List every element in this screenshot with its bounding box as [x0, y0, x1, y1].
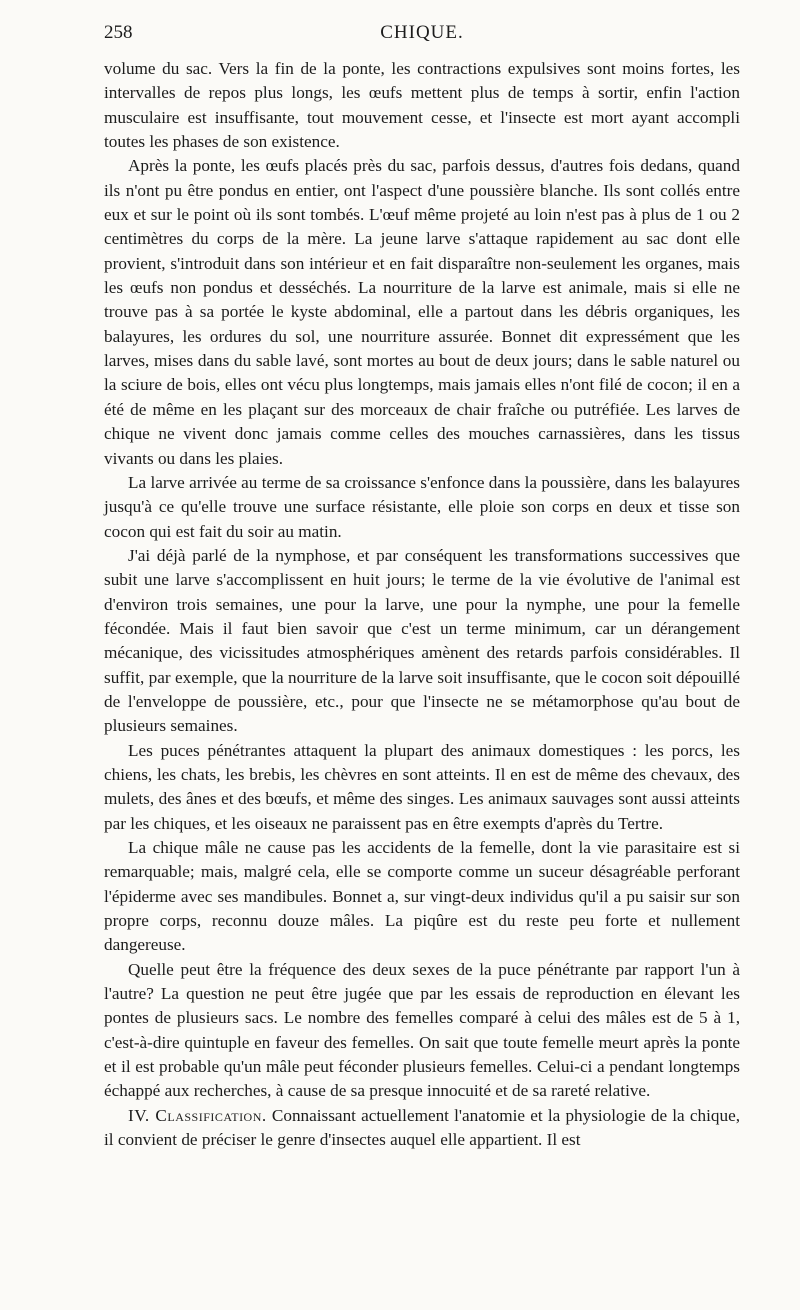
page-body — [104, 57, 740, 1152]
paragraph-5: Les puces pénétrantes attaquent la plupart des animaux domestiques : les porcs, les chiens, les chats, les brebis, les chèvres en sont atteints. Il en est de même des chevaux, des mulets, des ânes et des bœufs, et même des singes. Les animaux sauvages sont aussi atteints par les chiques, et les oiseaux ne paraissent pas en être exempts d'après du Tertre. — [104, 740, 740, 833]
running-title: CHIQUE. — [380, 22, 464, 43]
paragraph-4: J'ai déjà parlé de la nymphose, et par conséquent les transformations successives que subit une larve s'accomplissent en huit jours; le terme de la vie évolutive de l'animal est d'environ trois semaines, une pour la larve, une pour la nymphe, une pour la femelle fécondée. Mais il faut bien savoir que c'est un terme minimum, car un dérangement mécanique, des vicissitudes atmosphériques amènent des retards parfois considérables. Il suffit, par exemple, que la nourriture de la larve soit insuffisante, que le cocon soit dépouillé de l'enveloppe de poussière, etc., pour que l'insecte ne se métamorphose qu'au bout de plusieurs semaines. — [104, 545, 740, 736]
paragraph-2: Après la ponte, les œufs placés près du sac, parfois dessus, d'autres fois dedans, quand ils n'ont pu être pondus en entier, ont l'aspect d'une poussière blanche. Ils sont collés entre eux et sur le point où ils sont tombés. L'œuf même projeté au loin n'est pas à plus de 1 ou 2 centimètres du corps de la mère. La jeune larve s'attaque rapidement au sac dont elle provient, s'introduit dans son intérieur et en fait disparaître non-seulement les organes, mais les œufs non pondus et desséchés. La nourriture de la larve est animale, mais si elle ne trouve pas à sa portée le kyste abdominal, elle a partout dans les débris organiques, les balayures, les ordures du sol, une nourriture assurée. Bonnet dit expressément que les larves, mises dans du sable lavé, sont mortes au bout de deux jours; dans le sable naturel ou la sciure de bois, elles ont vécu plus longtemps, mais jamais elles n'ont filé de cocon; il en a été de même en les plaçant sur des morceaux de chair fraîche ou putréfiée. Les larves de chique ne vivent donc jamais comme celles des mouches carnassières, dans les tissus vivants ou dans les plaies. — [104, 156, 740, 468]
paragraph-3: La larve arrivée au terme de sa croissance s'enfonce dans la poussière, dans les balayures jusqu'à ce qu'elle trouve une surface résistante, elle ploie son corps en deux et tisse son cocon qui est fait du soir au matin. — [104, 472, 740, 541]
page-header — [104, 22, 740, 52]
paragraph-6: La chique mâle ne cause pas les accidents de la femelle, dont la vie parasitaire est si remarquable; mais, malgré cela, elle se comporte comme un suceur désagréable perforant l'épiderme avec ses mandibules. Bonnet a, sur vingt-deux individus qu'il a pu saisir sur son propre corps, reconnu douze mâles. La piqûre est du reste peu forte et nullement dangereuse. — [104, 838, 740, 955]
page-number: 258 — [104, 22, 133, 43]
paragraph-8 — [104, 1104, 740, 1153]
paragraph-1: volume du sac. Vers la fin de la ponte, les contractions expulsives sont moins fortes, les intervalles de repos plus longs, les œufs mettent plus de temps à sortir, enfin l'action musculaire est insuffisante, tout mouvement cesse, et l'insecte est mort ayant accompli toutes les phases de son existence. — [104, 59, 740, 152]
section-text: Connaissant actuellement l'anatomie et la physiologie de la chique, il convient de préciser le genre d'insectes auquel elle appartient. Il est — [104, 1105, 740, 1150]
section-label: IV. Classification. — [128, 1105, 267, 1125]
paragraph-7: Quelle peut être la fréquence des deux sexes de la puce pénétrante par rapport l'un à l'autre? La question ne peut être jugée que par les essais de reproduction en élevant les pontes de plusieurs sacs. Le nombre des femelles comparé à celui des mâles est de 5 à 1, c'est-à-dire quintuple en faveur des femelles. On sait que toute femelle meurt après la ponte et il est probable qu'un mâle peut féconder plusieurs femelles. Celui-ci a pendant longtemps échappé aux recherches, à cause de sa presque innocuité et de sa rareté relative. — [104, 959, 740, 1101]
